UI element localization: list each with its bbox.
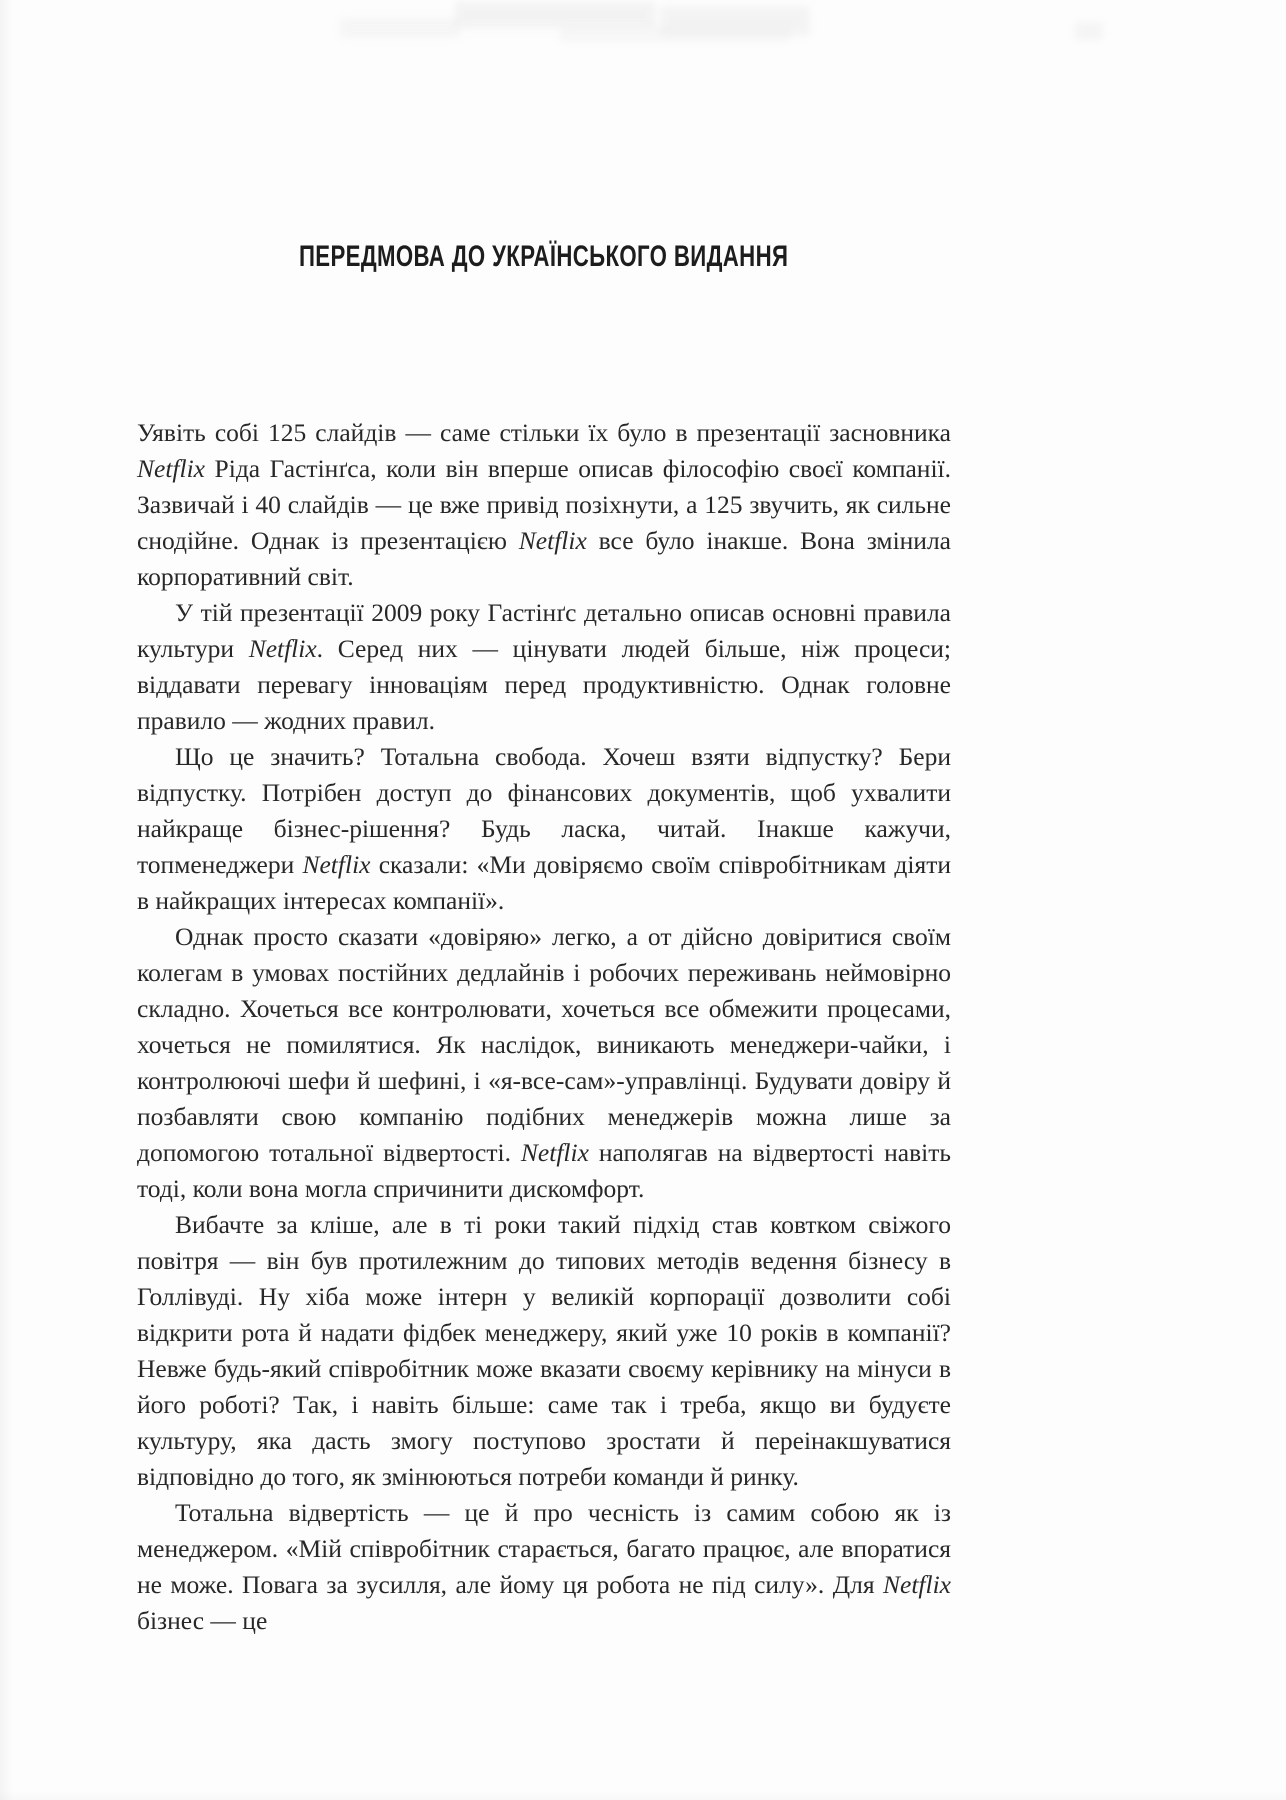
text-segment: Що це значить? Тотальна свобода. Хочеш взяти відпустку? Бери відпустку. Потрібен доступ до фінансових документів, щоб ухвалити найкраще бізнес-рішення? Будь ласка, читай. Інакше кажучи, топменеджери — [137, 742, 951, 879]
body-text — [137, 415, 951, 1639]
text-segment: бізнес — це — [137, 1606, 268, 1635]
paragraph — [137, 739, 951, 919]
text-segment: Вибачте за кліше, але в ті роки такий підхід став ковтком свіжого повітря — він був протилежним до типових методів ведення бізнесу в Голлівуді. Ну хіба може інтерн у великій корпорації дозволити собі відкрити рота й надати фідбек менеджеру, який уже 10 років в компанії? Невже будь-який співробітник може вказати своєму керівнику на мінуси в його роботі? Так, і навіть більше: саме так і треба, якщо ви будуєте культуру, яка дасть змогу поступово зростати й переінакшуватися відповідно до того, як змінюються потреби команди й ринку. — [137, 1210, 951, 1491]
text-segment: сказали: «Ми довіряємо своїм співробітникам діяти в найкращих інтересах компанії». — [137, 850, 951, 915]
scan-edge-shadow — [0, 0, 14, 1800]
text-segment: . Серед них — цінувати людей більше, ніж процеси; віддавати перевагу інноваціям перед продуктивністю. Однак головне правило — жодних правил. — [137, 634, 951, 735]
scan-smudge — [1075, 22, 1103, 40]
netflix-italic: Netflix — [137, 454, 205, 483]
chapter-title — [137, 240, 951, 274]
paragraph — [137, 1207, 951, 1495]
scan-smudge — [560, 26, 790, 42]
text-segment: Тотальна відвертість — це й про чесність із самим собою як із менеджером. «Мій співробітник старається, багато працює, але впоратися не може. Повага за зусилля, але йому ця робота не під силу». Для — [137, 1498, 951, 1599]
text-segment: Ріда Гастінґса, коли він вперше описав філософію своєї компанії. Зазвичай і 40 слайдів — це вже привід позіхнути, а 125 звучить, як сильне снодійне. Однак із презентацією — [137, 454, 951, 555]
netflix-italic: Netflix — [302, 850, 371, 879]
netflix-italic: Netflix — [518, 526, 587, 555]
scan-smudge — [455, 2, 655, 28]
paragraph — [137, 415, 951, 595]
text-segment: У тій презентації 2009 року Гастінґс детально описав основні правила культури — [137, 598, 951, 663]
netflix-italic: Netflix — [883, 1570, 951, 1599]
netflix-italic: Netflix — [248, 634, 317, 663]
chapter-title-text: ПЕРЕДМОВА ДО УКРАЇНСЬКОГО ВИДАННЯ — [299, 240, 789, 273]
paragraph — [137, 1495, 951, 1639]
paragraph — [137, 595, 951, 739]
text-segment: Однак просто сказати «довіряю» легко, а от дійсно довіритися своїм колегам в умовах постійних дедлайнів і робочих переживань неймовірно складно. Хочеться все контролювати, хочеться все обмежити процесами, хочеться не помилятися. Як наслідок, виникають менеджери-чайки, і контролюючі шефи й шефині, і «я-все-сам»-управлінці. Будувати довіру й позбавляти свою компанію подібних менеджерів можна лише за допомогою тотальної відвертості. — [137, 922, 951, 1167]
paragraph — [137, 919, 951, 1207]
text-segment: все було інакше. Вона змінила корпоративний світ. — [137, 526, 951, 591]
scan-edge-shadow — [0, 1790, 1286, 1800]
netflix-italic: Netflix — [520, 1138, 589, 1167]
text-segment: Уявіть собі 125 слайдів — саме стільки їх було в презентації засновника — [137, 418, 951, 447]
scan-smudge — [340, 18, 460, 38]
text-segment: наполягав на відвертості навіть тоді, коли вона могла спричинити дискомфорт. — [137, 1138, 951, 1203]
